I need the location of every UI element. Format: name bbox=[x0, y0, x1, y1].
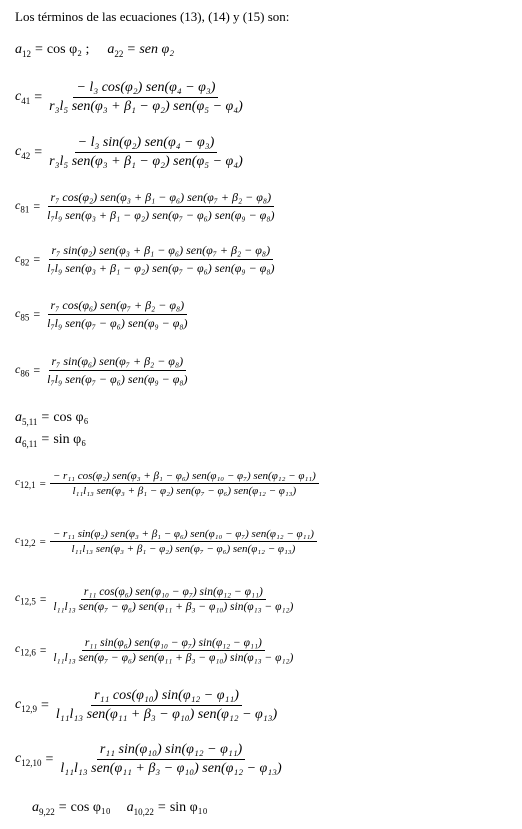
numerator: − r₁₁ sin(φ₂) sen(φ₃ + β₁ − φ₆) sen(φ₁₀ − φ₇) sen(φ₁₂ − φ₁₁) bbox=[50, 528, 317, 542]
lhs-c42: $c_{42}$ bbox=[15, 144, 31, 161]
numerator: r₁₁ cos(φ₁₀) sin(φ₁₂ − φ₁₁) bbox=[91, 688, 242, 706]
fraction-c42 bbox=[46, 135, 246, 170]
lhs-c82: $c_{82}$ bbox=[15, 251, 30, 268]
numerator: r₇ sin(φ₂) sen(φ₃ + β₁ − φ₆) sen(φ₇ + β₂ − φ₈) bbox=[49, 243, 274, 260]
lhs-a1022: $a_{10,22}$ bbox=[126, 800, 154, 817]
denominator: l₇l₉ sen(φ₃ + β₁ − φ₂) sen(φ₇ − φ₆) sen(φ₉ − φ₈) bbox=[47, 208, 275, 222]
numerator: r₁₁ sin(φ₆) sen(φ₁₀ − φ₇) sin(φ₁₂ − φ₁₁) bbox=[82, 637, 265, 651]
equation-a922-a1022 bbox=[32, 800, 208, 817]
equals-sign: = bbox=[157, 800, 166, 816]
denominator: l₇l₉ sen(φ₃ + β₁ − φ₂) sen(φ₇ − φ₆) sen(φ₉ − φ₈) bbox=[47, 261, 275, 275]
lhs-c1210: $c_{12,10}$ bbox=[15, 751, 42, 768]
rhs-a22: sen φ₂ bbox=[139, 42, 175, 58]
lhs-c129: $c_{12,9}$ bbox=[15, 697, 37, 714]
equals-sign: = bbox=[34, 144, 43, 160]
equals-sign: = bbox=[41, 432, 50, 448]
numerator: r₇ cos(φ₆) sen(φ₇ + β₂ − φ₈) bbox=[48, 298, 188, 315]
denominator: l₁₁l₁₃ sen(φ₇ − φ₆) sen(φ₁₁ + β₃ − φ₁₀) sin(φ₁₃ − φ₁₂) bbox=[53, 652, 294, 664]
equals-sign: = bbox=[34, 89, 43, 105]
fraction-c129 bbox=[53, 688, 280, 723]
equals-sign: = bbox=[58, 800, 67, 816]
numerator: r₇ sin(φ₆) sen(φ₇ + β₂ − φ₈) bbox=[49, 354, 187, 371]
equation-a511 bbox=[15, 410, 88, 427]
numerator: r₁₁ cos(φ₆) sen(φ₁₀ − φ₇) sin(φ₁₂ − φ₁₁) bbox=[81, 586, 266, 600]
equation-c86 bbox=[15, 354, 191, 387]
equals-sign: = bbox=[33, 199, 41, 213]
equation-c125 bbox=[15, 586, 296, 613]
rhs-a1022: sin φ₁₀ bbox=[169, 800, 208, 816]
equals-sign: = bbox=[39, 644, 47, 657]
denominator: l₇l₉ sen(φ₇ − φ₆) sen(φ₉ − φ₈) bbox=[47, 316, 188, 330]
equation-a611 bbox=[15, 432, 86, 449]
lhs-c125: $c_{12,5}$ bbox=[15, 592, 36, 607]
lhs-a511: $a_{5,11}$ bbox=[15, 410, 38, 427]
fraction-c126 bbox=[50, 637, 296, 664]
equation-c122 bbox=[15, 528, 317, 555]
equals-sign: = bbox=[40, 697, 49, 713]
lhs-a12: $a_{12}$ bbox=[15, 42, 31, 59]
denominator: l₁₁l₁₃ sen(φ₃ + β₁ − φ₂) sen(φ₇ − φ₆) sen(φ₁₂ − φ₁₃) bbox=[72, 485, 297, 497]
equals-sign: = bbox=[33, 307, 41, 321]
numerator: r₇ cos(φ₂) sen(φ₃ + β₁ − φ₆) sen(φ₇ + β₂ − φ₈) bbox=[48, 190, 275, 207]
equals-sign: = bbox=[33, 252, 41, 266]
lhs-c122: $c_{12,2}$ bbox=[15, 534, 36, 549]
fraction-c1210 bbox=[57, 742, 284, 777]
fraction-c86 bbox=[44, 354, 190, 387]
numerator: r₁₁ sin(φ₁₀) sin(φ₁₂ − φ₁₁) bbox=[97, 742, 245, 760]
equation-c42 bbox=[15, 135, 246, 170]
lhs-a922: $a_{9,22}$ bbox=[32, 800, 55, 817]
numerator: − l₃ sin(φ₂) sen(φ₄ − φ₃) bbox=[75, 135, 218, 153]
equation-c41 bbox=[15, 80, 246, 115]
lhs-a22: $a_{22}$ bbox=[107, 42, 124, 59]
denominator: r₃l₅ sen(φ₃ + β₁ − φ₂) sen(φ₅ − φ₄) bbox=[49, 154, 243, 169]
lhs-c126: $c_{12,6}$ bbox=[15, 643, 36, 658]
numerator: − l₃ cos(φ₂) sen(φ₄ − φ₃) bbox=[73, 80, 218, 98]
fraction-c125 bbox=[50, 586, 296, 613]
fraction-c81 bbox=[44, 190, 277, 223]
lhs-c121: $c_{12,1}$ bbox=[15, 476, 36, 491]
equation-c82 bbox=[15, 243, 278, 276]
equals-sign: = bbox=[35, 42, 43, 58]
equation-c81 bbox=[15, 190, 278, 223]
rhs-a511: cos φ₆ bbox=[53, 410, 89, 426]
denominator: l₇l₉ sen(φ₇ − φ₆) sen(φ₉ − φ₈) bbox=[47, 372, 188, 386]
rhs-a611: sin φ₆ bbox=[53, 432, 87, 448]
fraction-c82 bbox=[44, 243, 277, 276]
rhs-a922: cos φ₁₀ bbox=[70, 800, 111, 816]
lhs-c41: $c_{41}$ bbox=[15, 89, 31, 106]
equals-sign: = bbox=[39, 535, 46, 548]
denominator: l₁₁l₁₃ sen(φ₁₁ + β₃ − φ₁₀) sen(φ₁₂ − φ₁₃) bbox=[55, 707, 278, 722]
equals-sign: = bbox=[39, 477, 46, 490]
equation-c1210 bbox=[15, 742, 285, 777]
equals-sign: = bbox=[41, 410, 50, 426]
fraction-c85 bbox=[44, 298, 190, 331]
lhs-c86: $c_{86}$ bbox=[15, 362, 30, 379]
lhs-a611: $a_{6,11}$ bbox=[15, 432, 38, 449]
rhs-a12: cos φ₂ ; bbox=[46, 42, 90, 58]
equation-c121 bbox=[15, 470, 319, 497]
equals-sign: = bbox=[127, 42, 136, 58]
numerator: − r₁₁ cos(φ₂) sen(φ₃ + β₁ − φ₆) sen(φ₁₀ − φ₇) sen(φ₁₂ − φ₁₁) bbox=[50, 470, 319, 484]
equals-sign: = bbox=[33, 363, 41, 377]
equation-c129 bbox=[15, 688, 280, 723]
denominator: l₁₁l₁₃ sen(φ₇ − φ₆) sen(φ₁₁ + β₃ − φ₁₀) sin(φ₁₃ − φ₁₂) bbox=[53, 601, 294, 613]
equation-c85 bbox=[15, 298, 191, 331]
denominator: l₁₁l₁₃ sen(φ₃ + β₁ − φ₂) sen(φ₇ − φ₆) sen(φ₁₂ − φ₁₃) bbox=[71, 543, 296, 555]
lhs-c81: $c_{81}$ bbox=[15, 198, 30, 215]
fraction-c41 bbox=[46, 80, 246, 115]
equation-c126 bbox=[15, 637, 296, 664]
intro-text: Los términos de las ecuaciones (13), (14) y (15) son: bbox=[15, 9, 290, 24]
equation-a12-a22 bbox=[15, 42, 174, 59]
equals-sign: = bbox=[39, 593, 47, 606]
denominator: r₃l₅ sen(φ₃ + β₁ − φ₂) sen(φ₅ − φ₄) bbox=[49, 99, 243, 114]
fraction-c122 bbox=[50, 528, 317, 555]
denominator: l₁₁l₁₃ sen(φ₁₁ + β₃ − φ₁₀) sen(φ₁₂ − φ₁₃) bbox=[60, 761, 282, 776]
lhs-c85: $c_{85}$ bbox=[15, 306, 30, 323]
fraction-c121 bbox=[50, 470, 319, 497]
equals-sign: = bbox=[45, 751, 54, 767]
